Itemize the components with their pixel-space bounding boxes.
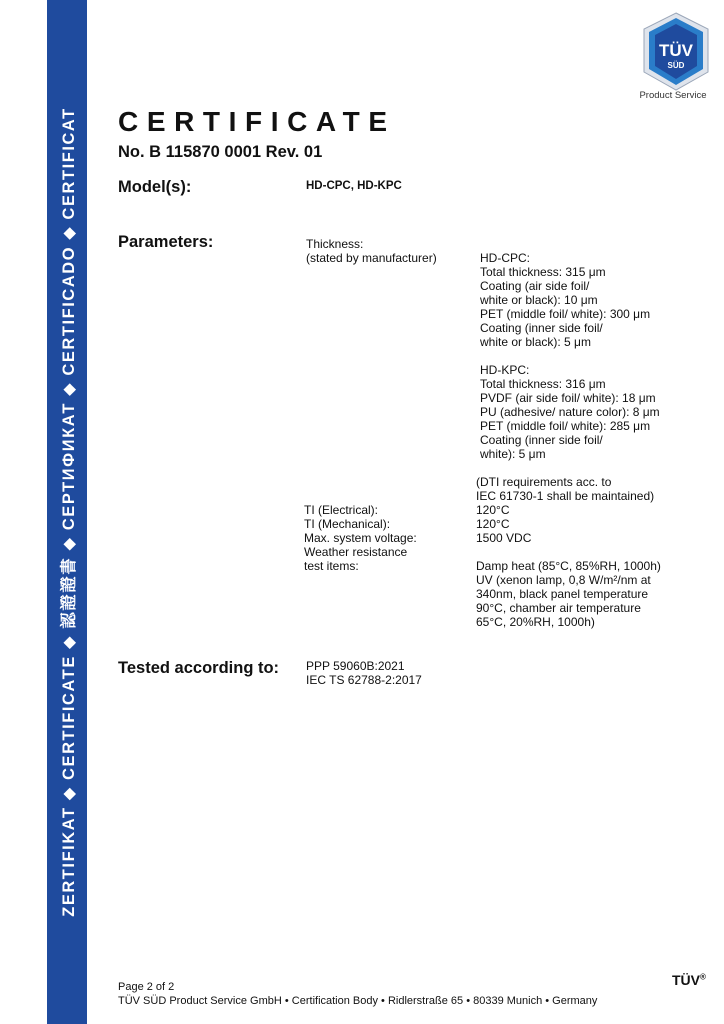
page-title: CERTIFICATE xyxy=(118,106,396,137)
weather-value-line: 90°C, chamber air temperature xyxy=(476,601,641,615)
page-number: Page 2 of 2 xyxy=(118,981,175,993)
hdkpc-line: Coating (inner side foil/ xyxy=(480,433,603,447)
hdkpc-line: PU (adhesive/ nature color): 8 μm xyxy=(480,405,660,419)
footer-logo-text: TÜV xyxy=(672,972,700,988)
certificate-number: No. B 115870 0001 Rev. 01 xyxy=(118,143,323,161)
hdkpc-line: Total thickness: 316 μm xyxy=(480,377,606,391)
ti-mechanical-value: 120°C xyxy=(476,517,510,531)
hdkpc-line: white): 5 μm xyxy=(480,447,546,461)
dti-line: IEC 61730-1 shall be maintained) xyxy=(476,489,655,503)
hdkpc-line: PET (middle foil/ white): 285 μm xyxy=(480,419,651,433)
weather-value-line: 340nm, black panel temperature xyxy=(476,587,649,601)
ti-electrical-value: 120°C xyxy=(476,503,510,517)
dti-line: (DTI requirements acc. to xyxy=(476,475,612,489)
tested-according-label: Tested according to: xyxy=(118,659,280,677)
models-label: Model(s): xyxy=(118,178,192,196)
max-voltage-value: 1500 VDC xyxy=(476,531,532,545)
parameter-labels xyxy=(304,503,417,573)
thickness-label-line: Thickness: xyxy=(306,237,364,251)
weather-label-line: Weather resistance xyxy=(304,545,408,559)
weather-value-line: 65°C, 20%RH, 1000h) xyxy=(476,615,595,629)
hdcpc-line: white or black): 10 μm xyxy=(480,293,598,307)
registered-mark: ® xyxy=(700,972,706,982)
hdcpc-spec xyxy=(480,251,650,349)
ti-electrical-label: TI (Electrical): xyxy=(304,503,379,517)
tested-standards xyxy=(306,659,422,687)
logo-text: TÜV xyxy=(659,41,693,60)
hdcpc-line: PET (middle foil/ white): 300 μm xyxy=(480,307,651,321)
weather-value-line: UV (xenon lamp, 0,8 W/m²/nm at xyxy=(476,573,651,587)
parameter-values xyxy=(476,503,661,629)
hdcpc-line: Coating (inner side foil/ xyxy=(480,321,603,335)
thickness-label-line: (stated by manufacturer) xyxy=(306,251,437,265)
weather-label-line: test items: xyxy=(304,559,359,573)
logo-caption: Product Service xyxy=(639,90,707,101)
logo-subtext: SÜD xyxy=(667,61,685,70)
sidebar-band xyxy=(47,0,87,1024)
tested-standard: PPP 59060B:2021 xyxy=(306,659,405,673)
hdkpc-spec xyxy=(480,363,660,461)
footer-company: TÜV SÜD Product Service GmbH • Certification Body • Ridlerstraße 65 • 80339 Munich • Germany xyxy=(118,995,598,1007)
hdkpc-line: PVDF (air side foil/ white): 18 μm xyxy=(480,391,656,405)
dti-note xyxy=(476,475,654,503)
max-voltage-label: Max. system voltage: xyxy=(304,531,417,545)
thickness-label xyxy=(306,237,437,265)
hdcpc-line: Total thickness: 315 μm xyxy=(480,265,606,279)
hdcpc-line: white or black): 5 μm xyxy=(480,335,591,349)
tuv-sud-logo xyxy=(640,12,712,92)
parameters-label: Parameters: xyxy=(118,233,214,251)
tested-standard: IEC TS 62788-2:2017 xyxy=(306,673,422,687)
hdkpc-line: HD-KPC: xyxy=(480,363,530,377)
footer-tuv-logo xyxy=(672,972,706,988)
ti-mechanical-label: TI (Mechanical): xyxy=(304,517,391,531)
models-value: HD-CPC, HD-KPC xyxy=(306,180,402,192)
hdcpc-line: HD-CPC: xyxy=(480,251,530,265)
weather-value-line: Damp heat (85°C, 85%RH, 1000h) xyxy=(476,559,661,573)
sidebar-text: ZERTIFIKAT ◆ CERTIFICATE ◆ 認證證書 ◆ СЕРТИФИКАТ ◆ CERTIFICADO ◆ CERTIFICAT xyxy=(60,107,78,917)
hdcpc-line: Coating (air side foil/ xyxy=(480,279,590,293)
footer xyxy=(118,980,597,1008)
